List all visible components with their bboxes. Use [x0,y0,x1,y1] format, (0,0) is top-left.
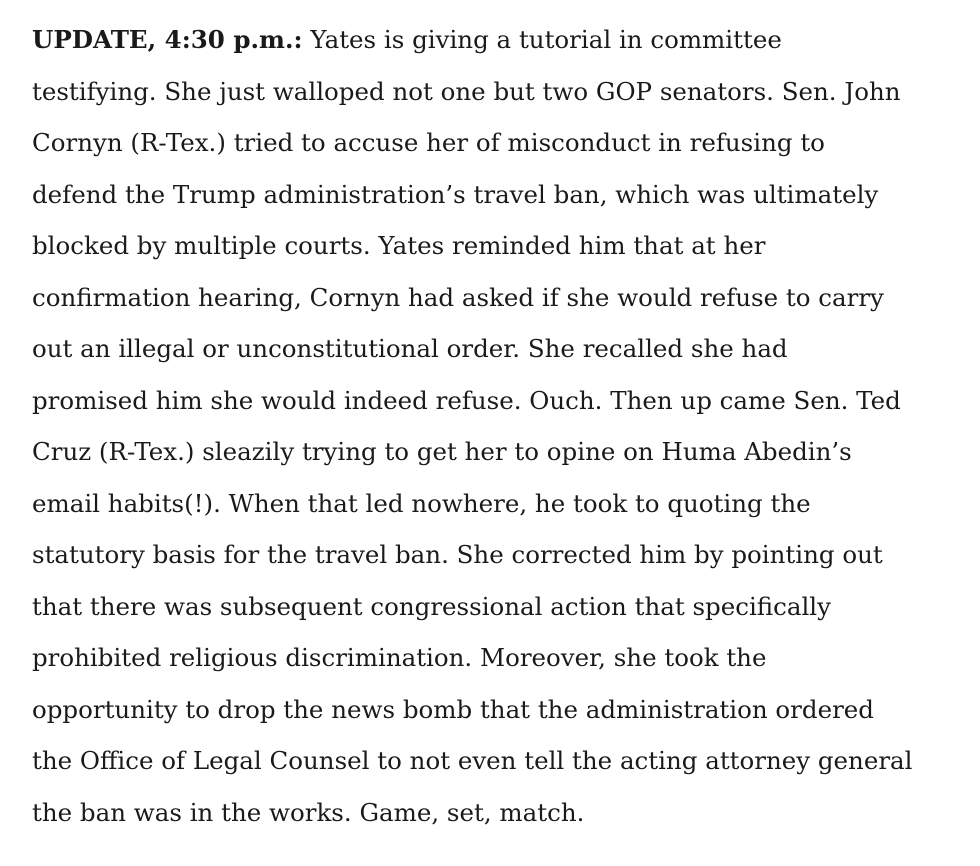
text-line-15: the Office of Legal Counsel to not even tell the acting attorney general [32,746,913,775]
text-line-12: that there was subsequent congressional action that specifically [32,591,831,621]
text-line-10: email habits(!). When that led nowhere, he took to quoting the [32,488,811,518]
text-line-1 [32,14,937,66]
text-line-1-body: Yates is giving a tutorial in committee [302,25,782,54]
text-line-11: statutory basis for the travel ban. She corrected him by pointing out [32,540,883,569]
update-timestamp-label: UPDATE, 4:30 p.m.: [32,25,303,54]
text-line-5: blocked by multiple courts. Yates reminded him that at her [32,231,766,260]
text-line-16: the ban was in the works. Game, set, match. [32,797,585,827]
text-line-8: promised him she would indeed refuse. Ouch. Then up came Sen. Ted [32,385,901,415]
text-line-7: out an illegal or unconstitutional order. She recalled she had [32,334,788,363]
text-line-3: Cornyn (R-Tex.) tried to accuse her of misconduct in refusing to [32,128,825,157]
text-line-13: prohibited religious discrimination. Moreover, she took the [32,643,767,672]
text-line-4: defend the Trump administration’s travel ban, which was ultimately [32,179,879,209]
text-line-6: confirmation hearing, Cornyn had asked if she would refuse to carry [32,282,884,312]
article-update-paragraph [32,14,937,838]
text-line-9: Cruz (R-Tex.) sleazily trying to get her to opine on Huma Abedin’s [32,437,852,466]
text-line-2: testifying. She just walloped not one but two GOP senators. Sen. John [32,76,901,106]
text-line-14: opportunity to drop the news bomb that the administration ordered [32,694,874,724]
